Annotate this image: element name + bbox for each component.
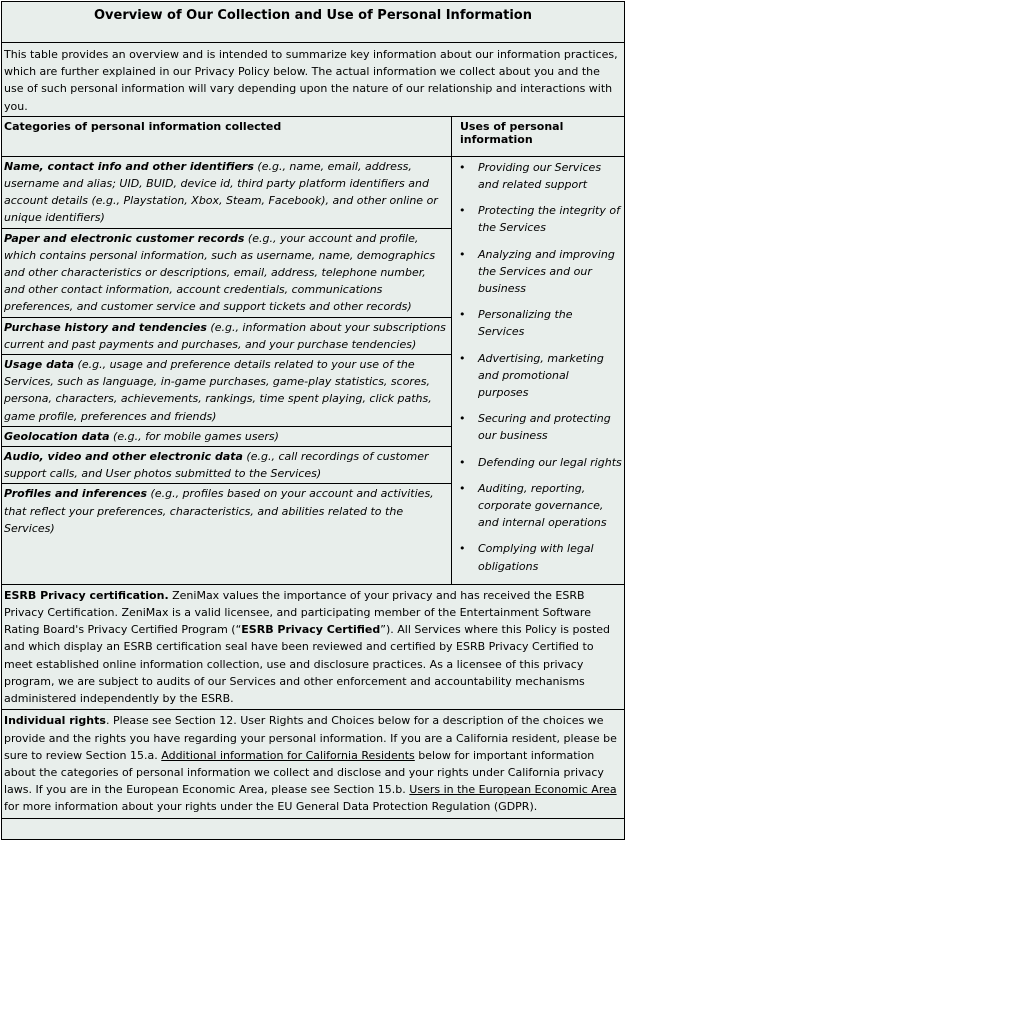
category-detail: (e.g., profiles based on your account and activities, that reflect your preferences, characteristics, and abilities related to the Services)	[4, 487, 434, 535]
rights-text: below for important information about the categories of personal information we collect and disclose and your rights under California privacy laws. If you are in the European Economic Area, please see Section 15.b.	[4, 748, 604, 797]
list-item: • Complying with legal obligations	[452, 540, 622, 574]
category-profiles	[2, 484, 451, 538]
empty-row	[2, 819, 624, 839]
rights-text: . Please see Section 12. User Rights and Choices below for a description of the choices we provide and the rights you have regarding your personal information. If you are a California resident, please be sure to review Section 15.a.	[4, 714, 617, 762]
category-detail: (e.g., for mobile games users)	[109, 429, 279, 443]
table-body	[2, 157, 624, 585]
category-title: Audio, video and other electronic data	[4, 450, 243, 464]
list-item: • Providing our Services and related support	[452, 159, 622, 193]
category-title: Profiles and inferences	[4, 487, 148, 501]
privacy-overview-table	[1, 1, 625, 840]
list-item: • Analyzing and improving the Services and our business	[452, 246, 622, 298]
california-link[interactable]: Additional information for California Residents	[161, 748, 415, 762]
category-geolocation	[2, 427, 451, 447]
uses-header: Uses of personal information	[460, 119, 564, 146]
category-title: Name, contact info and other identifiers	[4, 159, 254, 173]
list-item: • Advertising, marketing and promotional purposes	[452, 350, 622, 402]
category-detail: (e.g., call recordings of customer support calls, and User photos submitted to the Services)	[4, 450, 429, 481]
category-detail: (e.g., usage and preference details related to your use of the Services, such as language, in-game purchases, game-play statistics, scores, persona, characters, achievements, rankings, time spent playing, click paths, game profile, preferences and friends)	[4, 358, 432, 423]
list-item: • Protecting the integrity of the Services	[452, 202, 622, 236]
category-usage-data	[2, 355, 451, 427]
category-detail: (e.g., information about your subscriptions current and past payments and purchases, and your purchase tendencies)	[4, 320, 446, 351]
column-headers	[2, 117, 624, 157]
category-identifiers	[2, 157, 451, 229]
esrb-heading: ESRB Privacy certification.	[4, 588, 169, 602]
esrb-text: ”). All Services where this Policy is posted and which display an ESRB certification seal have been reviewed and certified by ESRB Privacy Certified to meet established online information collection, use and disclosure practices. As a licensee of this privacy program, we are subject to audits of our Services and other enforcement and accountability mechanisms administered independently by the ESRB.	[4, 623, 611, 706]
category-audio-video	[2, 447, 451, 484]
esrb-term: ESRB Privacy Certified	[241, 623, 381, 637]
uses-column	[452, 157, 624, 584]
category-title: Purchase history and tendencies	[4, 320, 207, 334]
list-item: • Auditing, reporting, corporate governance, and internal operations	[452, 480, 622, 532]
category-title: Paper and electronic customer records	[4, 231, 245, 245]
list-item: • Securing and protecting our business	[452, 410, 622, 444]
category-customer-records	[2, 229, 451, 318]
list-item: • Personalizing the Services	[452, 306, 622, 340]
uses-list	[452, 159, 622, 575]
categories-header: Categories of personal information collected	[2, 117, 452, 156]
esrb-paragraph	[2, 585, 624, 710]
category-purchase-history	[2, 318, 451, 355]
category-title: Usage data	[4, 358, 75, 372]
category-detail: (e.g., name, email, address, username and alias; UID, BUID, device id, third party platform identifiers and account details (e.g., Playstation, Xbox, Steam, Facebook), and other online or unique identifiers)	[4, 159, 438, 225]
rights-paragraph	[2, 710, 624, 818]
eea-link[interactable]: Users in the European Economic Area	[409, 783, 617, 797]
list-item: • Defending our legal rights	[452, 454, 622, 471]
category-title: Geolocation data	[4, 429, 110, 443]
esrb-text: ZeniMax values the importance of your privacy and has received the ESRB Privacy Certification. ZeniMax is a valid licensee, and participating member of the Entertainment Software Rating Board's Privacy Certified Program (“	[4, 588, 591, 637]
rights-text: for more information about your rights under the EU General Data Protection Regulation (GDPR).	[4, 800, 538, 814]
table-title: Overview of Our Collection and Use of Personal Information	[2, 2, 624, 43]
rights-heading: Individual rights	[4, 714, 106, 728]
intro-paragraph: This table provides an overview and is intended to summarize key information about our information practices, which are further explained in our Privacy Policy below. The actual information we collect about you and the use of such personal information will vary depending upon the nature of our relationship and interactions with you.	[2, 43, 624, 117]
category-detail: (e.g., your account and profile, which contains personal information, such as username, name, demographics and other characteristics or descriptions, email, address, telephone number, and other contact information, account credentials, communications preferences, and customer service and support tickets and other records)	[4, 231, 436, 314]
categories-column	[2, 157, 452, 584]
